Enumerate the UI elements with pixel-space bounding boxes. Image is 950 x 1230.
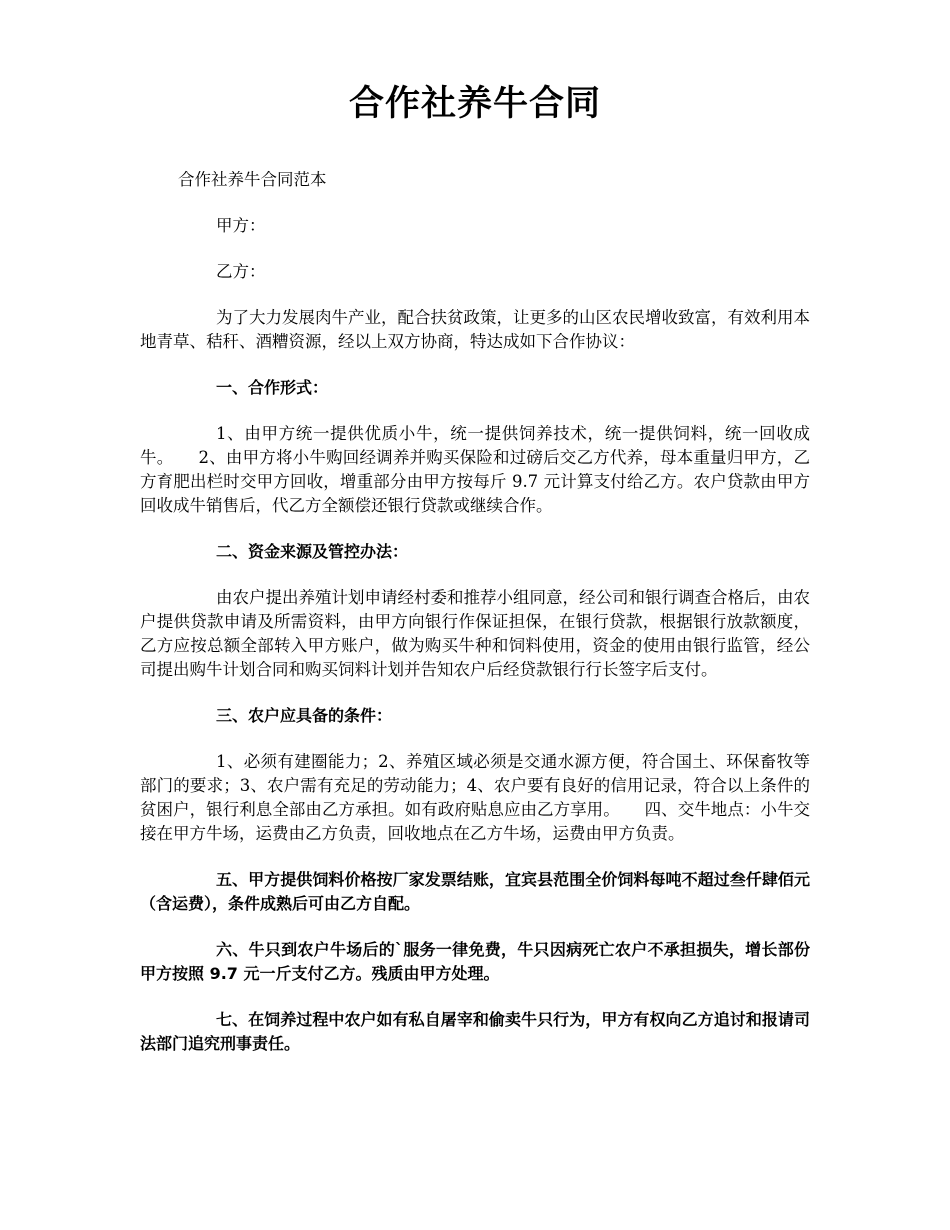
party-a-line: 甲方： bbox=[216, 216, 266, 235]
intro-paragraph: 为了大力发展肉牛产业，配合扶贫政策，让更多的山区农民增收致富，有效利用本地青草、秸秆、酒糟资源，经以上双方协商，特达成如下合作协议： bbox=[140, 308, 810, 351]
section-1-heading: 一、合作形式： bbox=[216, 378, 329, 397]
section-3-body: 1、必须有建圈能力；2、养殖区域必须是交通水源方便，符合国土、环保畜牧等部门的要求；3、农户需有充足的劳动能力；4、农户要有良好的信用记录，符合以上条件的贫困户，银行利息全部由乙方承担。如有政府贴息应由乙方享用。 四、交牛地点：小牛交接在甲方牛场，运费由乙方负责，回收地点在乙方牛场，运费由甲方负责。 bbox=[140, 752, 810, 843]
document-subtitle: 合作社养牛合同范本 bbox=[178, 170, 327, 189]
section-2-body: 由农户提出养殖计划申请经村委和推荐小组同意，经公司和银行调查合格后，由农户提供贷款申请及所需资料，由甲方向银行作保证担保，在银行贷款，根据银行放款额度，乙方应按总额全部转入甲方账户，做为购买牛种和饲料使用，资金的使用由银行监管，经公司提出购牛计划合同和购买饲料计划并告知农户后经贷款银行行长签字后支付。 bbox=[140, 588, 810, 679]
document-title: 合作社养牛合同 bbox=[348, 84, 601, 124]
party-b-line: 乙方： bbox=[216, 262, 266, 281]
section-2-heading: 二、资金来源及管控办法： bbox=[216, 542, 409, 561]
section-3-heading: 三、农户应具备的条件： bbox=[216, 706, 393, 725]
section-1-body: 1、由甲方统一提供优质小牛，统一提供饲养技术，统一提供饲料，统一回收成牛。 2、由甲方将小牛购回经调养并购买保险和过磅后交乙方代养，母本重量归甲方，乙方育肥出栏时交甲方回收，增重部分由甲方按每斤 9.7 元计算支付给乙方。农户贷款由甲方回收成牛销售后，代乙方全额偿还银行贷款或继续合作。 bbox=[140, 424, 810, 515]
document-body bbox=[140, 168, 810, 1078]
section-6-paragraph: 六、牛只到农户牛场后的`服务一律免费，牛只因病死亡农户不承担损失，增长部份甲方按照 9.7 元一斤支付乙方。残质由甲方处理。 bbox=[140, 940, 810, 983]
section-5-paragraph: 五、甲方提供饲料价格按厂家发票结账，宜宾县范围全价饲料每吨不超过叁仟肆佰元（含运费），条件成熟后可由乙方自配。 bbox=[140, 870, 810, 913]
section-7-paragraph: 七、在饲养过程中农户如有私自屠宰和偷卖牛只行为，甲方有权向乙方追讨和报请司法部门追究刑事责任。 bbox=[140, 1010, 810, 1053]
